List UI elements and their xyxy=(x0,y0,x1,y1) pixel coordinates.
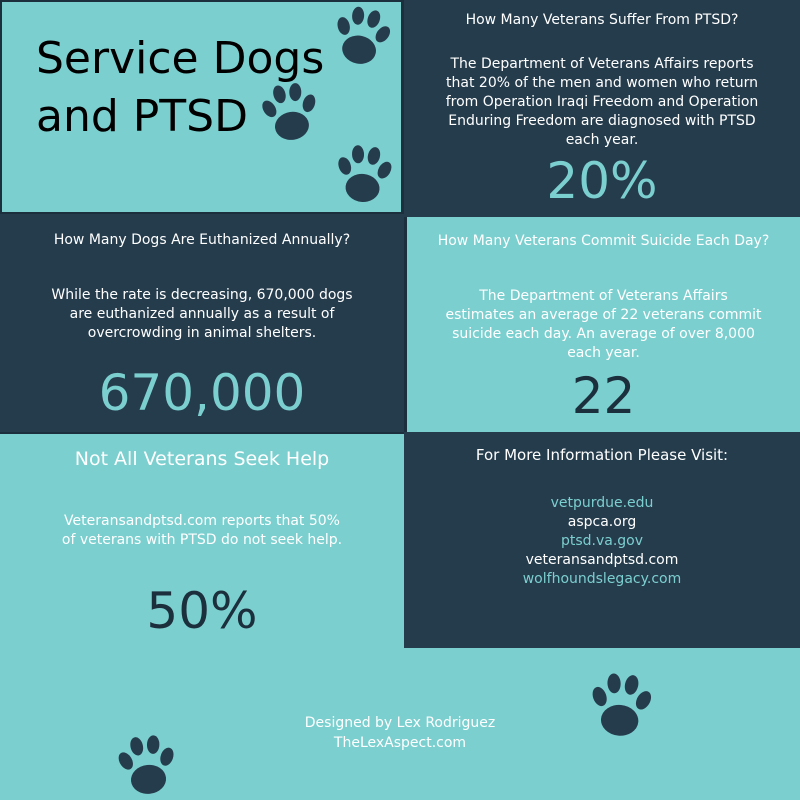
paw-print-icon xyxy=(332,6,392,66)
title-tile xyxy=(0,0,404,214)
designer-credit: Designed by Lex Rodriguez xyxy=(304,715,496,731)
link-ptsd-va[interactable]: ptsd.va.gov xyxy=(560,533,644,549)
info-tile xyxy=(404,432,800,648)
title-line-2: and PTSD xyxy=(36,91,248,142)
info-links-list xyxy=(404,494,800,589)
title-line-1: Service Dogs xyxy=(36,33,325,84)
link-wolfhoundslegacy[interactable]: wolfhoundslegacy.com xyxy=(522,571,682,587)
link-aspca[interactable]: aspca.org xyxy=(567,514,637,530)
suicide-body: The Department of Veterans Affairs estimates an average of 22 veterans commit suicide each day. An average of over 8,000 each year. xyxy=(445,288,762,361)
dogs-question: How Many Dogs Are Euthanized Annually? xyxy=(53,232,351,248)
dogs-body: While the rate is decreasing, 670,000 dogs are euthanized annually as a result of overcrowding in animal shelters. xyxy=(51,287,353,341)
ptsd-stat: 20% xyxy=(546,152,658,210)
paw-print-icon xyxy=(260,82,320,142)
designer-site: TheLexAspect.com xyxy=(333,735,467,751)
link-vetpurdue[interactable]: vetpurdue.edu xyxy=(550,495,654,511)
help-tile xyxy=(0,432,404,648)
ptsd-body: The Department of Veterans Affairs reports that 20% of the men and women who return from Operation Iraqi Freedom and Operation Enduring Freedom are diagnosed with PTSD each year. xyxy=(445,56,759,148)
footer xyxy=(0,648,800,800)
dogs-tile xyxy=(0,214,404,432)
paw-print-icon xyxy=(116,734,178,796)
help-body: Veteransandptsd.com reports that 50% of veterans with PTSD do not seek help. xyxy=(61,513,343,548)
suicide-tile xyxy=(404,217,800,432)
info-question: For More Information Please Visit: xyxy=(475,446,729,464)
paw-print-icon xyxy=(334,144,394,204)
dogs-stat: 670,000 xyxy=(98,364,306,422)
help-question: Not All Veterans Seek Help xyxy=(74,448,330,470)
help-stat: 50% xyxy=(146,582,258,640)
ptsd-tile xyxy=(404,0,800,217)
link-veteransandptsd[interactable]: veteransandptsd.com xyxy=(525,552,679,568)
suicide-stat: 22 xyxy=(571,367,636,425)
suicide-question: How Many Veterans Commit Suicide Each Day? xyxy=(437,233,770,249)
ptsd-question: How Many Veterans Suffer From PTSD? xyxy=(465,12,739,28)
